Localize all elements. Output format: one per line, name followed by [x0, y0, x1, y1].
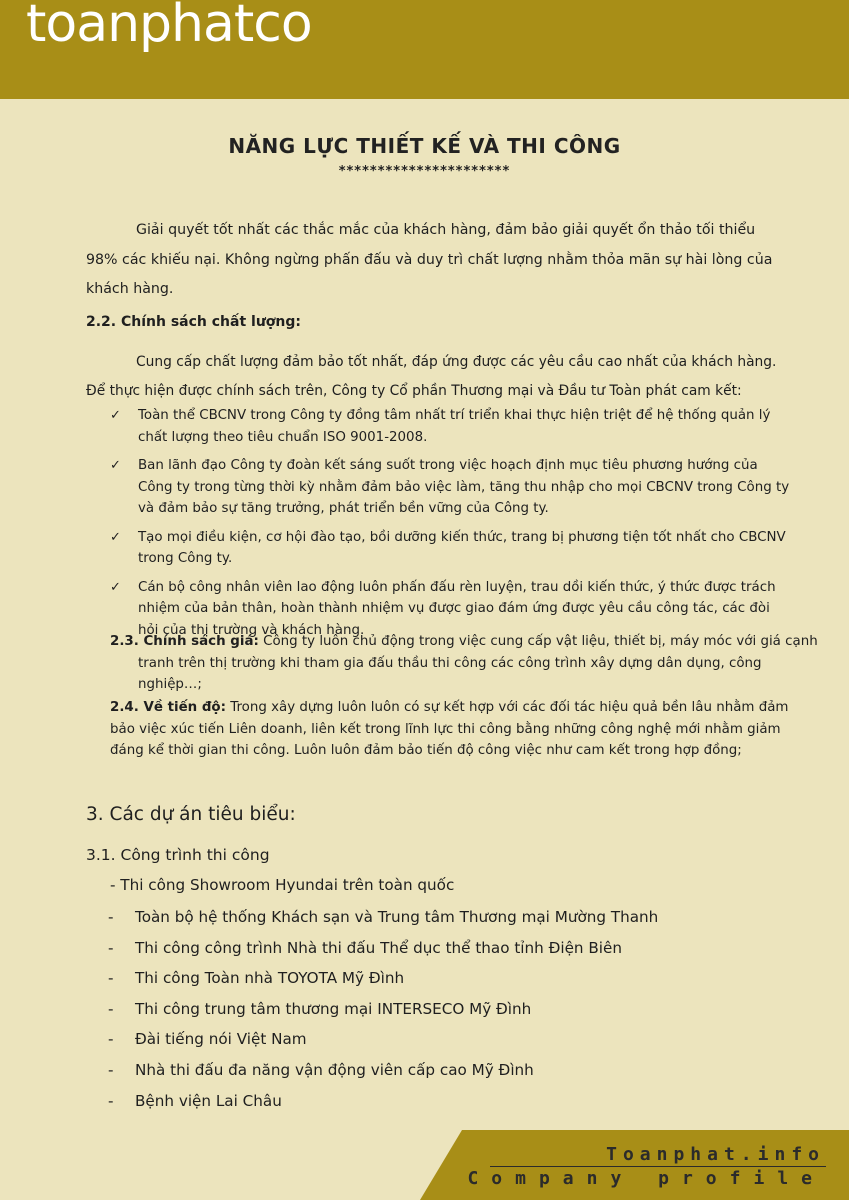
progress-policy-text: Trong xây dựng luôn luôn có sự kết hợp với các đối tác hiệu quả bền lâu nhằm đảm bảo việc xúc tiến Liên doanh, liên kết trong lĩnh lực thi công bằng những công nghệ mới nhằm giảm đáng kể thời gian thi công. Luôn luôn đảm bảo tiến độ công việc như cam kết trong hợp đồng;	[110, 700, 789, 758]
section-2-2-heading: 2.2. Chính sách chất lượng:	[86, 314, 302, 330]
list-item: ✓ Ban lãnh đạo Công ty đoàn kết sáng suốt trong việc hoạch định mục tiêu phương hướng của Công ty trong từng thời kỳ nhằm đảm bảo việc làm, tăng thu nhập cho mọi CBCNV trong Công ty và đảm bảo sự tăng trưởng, phát triển bền vững của Công ty.	[108, 455, 793, 520]
footer-shape	[0, 1130, 849, 1200]
list-item: - Đài tiếng nói Việt Nam	[108, 1030, 307, 1049]
checkmark-icon: ✓	[110, 458, 121, 473]
price-policy-label: 2.3. Chính sách giá:	[110, 634, 259, 649]
footer-site: Toanphat.info	[606, 1144, 825, 1165]
price-policy-text: Công ty luôn chủ động trong việc cung cấp vật liệu, thiết bị, máy móc với giá cạnh tranh trên thị trường khi tham gia đấu thầu thi công các công trình xây dựng dân dụng, công nghiệp…;	[138, 634, 818, 692]
list-item: ✓ Cán bộ công nhân viên lao động luôn phấn đấu rèn luyện, trau dồi kiến thức, ý thức được trách nhiệm của bản thân, hoàn thành nhiệm vụ được giao đám ứng được yêu cầu công tác, các đòi hỏi của thị trường và khách hàng.	[108, 577, 793, 642]
intro-paragraph	[86, 216, 786, 305]
dash-bullet: -	[108, 1030, 114, 1049]
checkmark-icon: ✓	[110, 579, 121, 595]
list-item: ✓ Tạo mọi điều kiện, cơ hội đào tạo, bồi dưỡng kiến thức, trang bị phương tiện tốt nhất cho CBCNV trong Công ty.	[108, 527, 793, 570]
policy-line-2: Để thực hiện được chính sách trên, Công ty Cổ phần Thương mại và Đầu tư Toàn phát cam kết:	[86, 383, 742, 399]
dash-bullet: -	[108, 1060, 114, 1079]
section-3-1-heading: 3.1. Công trình thi công	[86, 846, 270, 864]
dash-bullet: -	[108, 908, 114, 926]
list-item: - Thi công công trình Nhà thi đấu Thể dục thể thao tỉnh Điện Biên	[108, 938, 622, 957]
header-band	[0, 0, 849, 99]
commitment-list	[108, 405, 793, 648]
progress-policy-label: 2.4. Về tiến độ:	[110, 700, 226, 715]
company-logo: toanphatco	[26, 0, 312, 54]
dash-bullet: -	[108, 999, 114, 1018]
dash-bullet: -	[108, 1091, 114, 1110]
checkmark-icon: ✓	[110, 529, 121, 545]
list-item: - Toàn bộ hệ thống Khách sạn và Trung tâm Thương mại Mường Thanh	[108, 908, 659, 926]
quality-policy-text	[86, 348, 796, 406]
list-item: - Nhà thi đấu đa năng vận động viên cấp cao Mỹ Đình	[108, 1060, 534, 1079]
price-policy	[110, 631, 823, 696]
policy-line-1: Cung cấp chất lượng đảm bảo tốt nhất, đáp ứng được các yêu cầu cao nhất của khách hàng.	[136, 354, 777, 370]
footer-band	[0, 1130, 849, 1200]
list-item: ✓ Toàn thể CBCNV trong Công ty đồng tâm nhất trí triển khai thực hiện triệt để hệ thống quản lý chất lượng theo tiêu chuẩn ISO 9001-2008.	[108, 405, 793, 448]
checkmark-icon: ✓	[110, 408, 121, 423]
dash-bullet: -	[108, 969, 114, 988]
page-title: NĂNG LỰC THIẾT KẾ VÀ THI CÔNG	[228, 134, 621, 158]
footer-subtitle: Company profile	[467, 1168, 825, 1189]
list-item: - Thi công trung tâm thương mại INTERSECO Mỹ Đình	[108, 999, 532, 1018]
list-item: - Thi công Toàn nhà TOYOTA Mỹ Đình	[108, 969, 405, 988]
project-item-first: - Thi công Showroom Hyundai trên toàn quốc	[110, 876, 455, 894]
project-list	[108, 906, 658, 1120]
footer-divider	[490, 1166, 826, 1167]
section-3-heading: 3. Các dự án tiêu biểu:	[86, 804, 296, 825]
list-item: - Bệnh viện Lai Châu	[108, 1091, 282, 1110]
progress-policy	[110, 697, 795, 762]
title-decoration: **********************	[338, 164, 511, 179]
dash-bullet: -	[108, 938, 114, 957]
intro-text: Giải quyết tốt nhất các thắc mắc của khách hàng, đảm bảo giải quyết ổn thảo tối thiểu 98% các khiếu nại. Không ngừng phấn đấu và duy trì chất lượng nhằm thỏa mãn sự hài lòng của khách hàng.	[86, 222, 773, 297]
